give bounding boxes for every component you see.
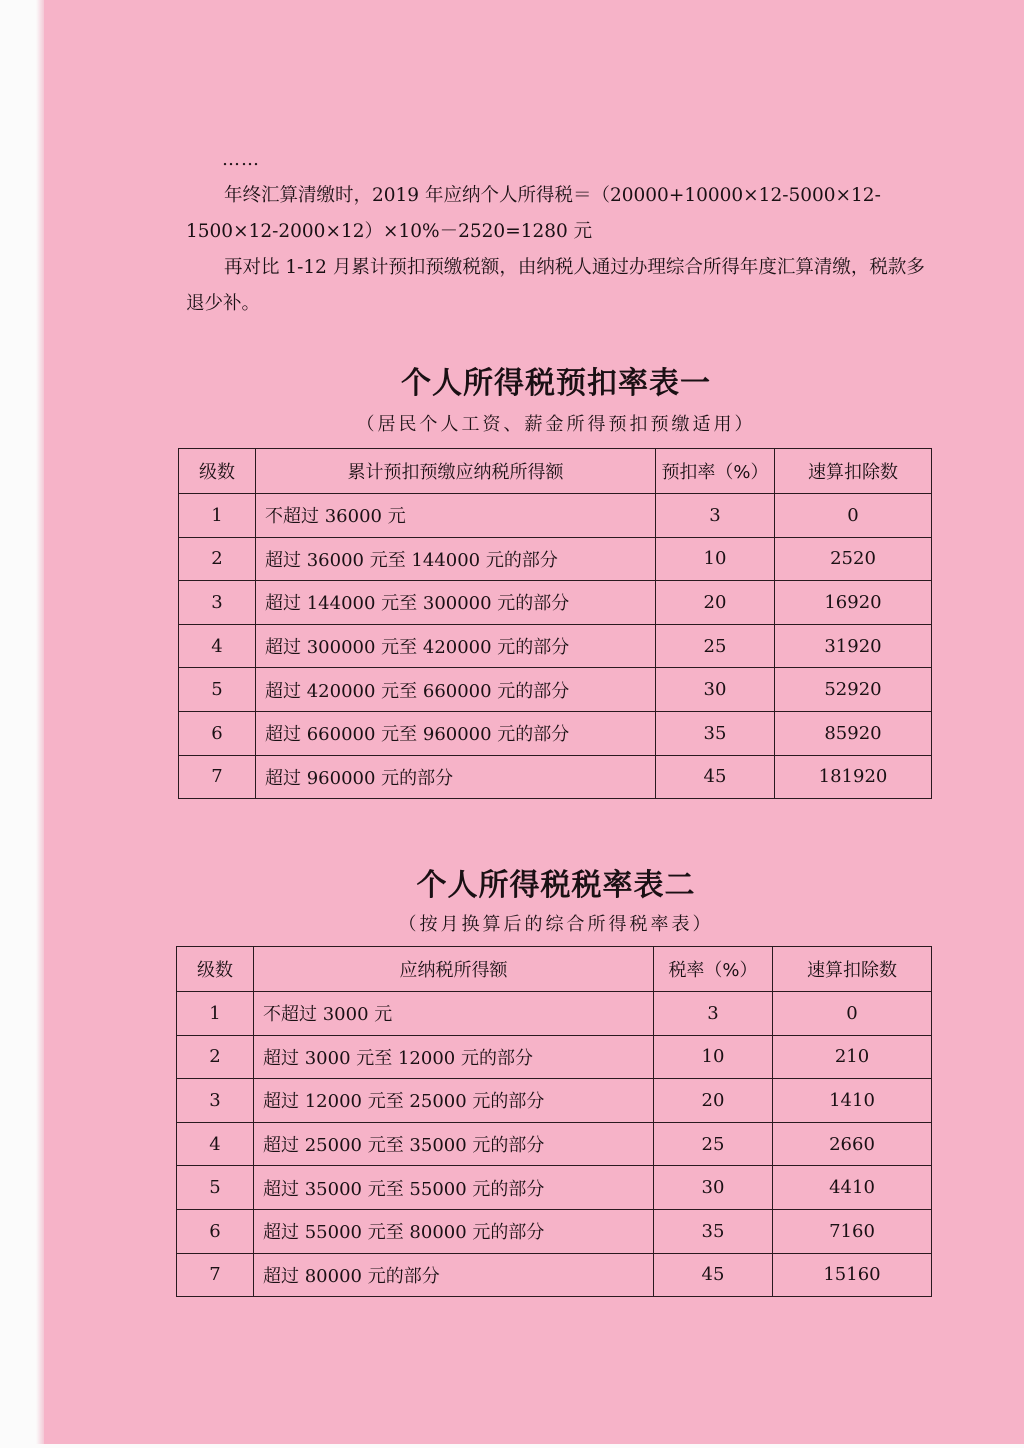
cell-range: 超过 960000 元的部分 bbox=[256, 755, 656, 799]
table-row bbox=[179, 494, 932, 538]
settlement-paragraph: 年终汇算清缴时，2019 年应纳个人所得税＝（20000+10000×12-5000×12-1500×12-2000×12）×10%－2520=1280 元 bbox=[186, 185, 881, 242]
cell-deduction: 15160 bbox=[773, 1253, 932, 1297]
cell-rate: 3 bbox=[654, 992, 773, 1036]
cell-range: 超过 660000 元至 960000 元的部分 bbox=[256, 711, 656, 755]
header-range: 累计预扣预缴应纳税所得额 bbox=[256, 449, 656, 494]
table-row bbox=[177, 1253, 932, 1297]
table1-subtitle: （居民个人工资、薪金所得预扣预缴适用） bbox=[356, 414, 756, 435]
cell-range: 超过 25000 元至 35000 元的部分 bbox=[254, 1122, 654, 1166]
header-range: 应纳税所得额 bbox=[254, 947, 654, 992]
cell-deduction: 7160 bbox=[773, 1209, 932, 1253]
cell-rate: 20 bbox=[656, 581, 775, 625]
cell-range: 超过 144000 元至 300000 元的部分 bbox=[256, 581, 656, 625]
cell-deduction: 2660 bbox=[773, 1122, 932, 1166]
table-row bbox=[179, 537, 932, 581]
cell-rate: 25 bbox=[656, 624, 775, 668]
cell-rate: 20 bbox=[654, 1079, 773, 1123]
cell-rate: 35 bbox=[654, 1209, 773, 1253]
cell-deduction: 52920 bbox=[775, 668, 932, 712]
cell-range: 不超过 3000 元 bbox=[254, 992, 654, 1036]
table-row bbox=[179, 624, 932, 668]
cell-level: 2 bbox=[177, 1035, 254, 1079]
scan-page-edge-bottom bbox=[0, 1444, 1024, 1448]
cell-deduction: 0 bbox=[773, 992, 932, 1036]
cell-level: 5 bbox=[179, 668, 256, 712]
cell-level: 7 bbox=[177, 1253, 254, 1297]
table-row bbox=[177, 1166, 932, 1210]
refund-paragraph: 再对比 1-12 月累计预扣预缴税额，由纳税人通过办理综合所得年度汇算清缴，税款多退少补。 bbox=[186, 257, 925, 314]
cell-level: 7 bbox=[179, 755, 256, 799]
cell-range: 超过 35000 元至 55000 元的部分 bbox=[254, 1166, 654, 1210]
header-level: 级数 bbox=[179, 449, 256, 494]
header-rate: 税率（%） bbox=[654, 947, 773, 992]
cell-range: 超过 300000 元至 420000 元的部分 bbox=[256, 624, 656, 668]
cell-range: 不超过 36000 元 bbox=[256, 494, 656, 538]
cell-rate: 30 bbox=[656, 668, 775, 712]
table1-title: 个人所得税预扣率表一 bbox=[401, 366, 711, 401]
cell-range: 超过 3000 元至 12000 元的部分 bbox=[254, 1035, 654, 1079]
cell-rate: 35 bbox=[656, 711, 775, 755]
header-deduction: 速算扣除数 bbox=[775, 449, 932, 494]
cell-deduction: 31920 bbox=[775, 624, 932, 668]
header-rate: 预扣率（%） bbox=[656, 449, 775, 494]
cell-range: 超过 420000 元至 660000 元的部分 bbox=[256, 668, 656, 712]
cell-level: 6 bbox=[179, 711, 256, 755]
cell-level: 1 bbox=[177, 992, 254, 1036]
cell-deduction: 2520 bbox=[775, 537, 932, 581]
cell-level: 4 bbox=[177, 1122, 254, 1166]
cell-level: 6 bbox=[177, 1209, 254, 1253]
monthly-tax-rate-table bbox=[176, 946, 932, 1297]
table2-title: 个人所得税税率表二 bbox=[416, 868, 696, 903]
cell-deduction: 181920 bbox=[775, 755, 932, 799]
cell-level: 2 bbox=[179, 537, 256, 581]
ellipsis: …… bbox=[222, 149, 260, 170]
cell-level: 1 bbox=[179, 494, 256, 538]
table-row bbox=[177, 1035, 932, 1079]
cell-level: 3 bbox=[177, 1079, 254, 1123]
table-row bbox=[177, 1079, 932, 1123]
table-row bbox=[179, 668, 932, 712]
table-header-row bbox=[179, 449, 932, 494]
cell-level: 5 bbox=[177, 1166, 254, 1210]
cell-deduction: 1410 bbox=[773, 1079, 932, 1123]
cell-rate: 3 bbox=[656, 494, 775, 538]
cell-level: 4 bbox=[179, 624, 256, 668]
table-row bbox=[179, 711, 932, 755]
table-row bbox=[179, 581, 932, 625]
cell-rate: 10 bbox=[654, 1035, 773, 1079]
table-header-row bbox=[177, 947, 932, 992]
withholding-rate-table bbox=[178, 448, 932, 799]
cell-rate: 45 bbox=[654, 1253, 773, 1297]
cell-range: 超过 36000 元至 144000 元的部分 bbox=[256, 537, 656, 581]
cell-range: 超过 55000 元至 80000 元的部分 bbox=[254, 1209, 654, 1253]
header-deduction: 速算扣除数 bbox=[773, 947, 932, 992]
cell-rate: 10 bbox=[656, 537, 775, 581]
cell-deduction: 16920 bbox=[775, 581, 932, 625]
cell-rate: 45 bbox=[656, 755, 775, 799]
table-row bbox=[179, 755, 932, 799]
table-row bbox=[177, 992, 932, 1036]
header-level: 级数 bbox=[177, 947, 254, 992]
scan-page-edge bbox=[0, 0, 44, 1448]
cell-deduction: 210 bbox=[773, 1035, 932, 1079]
cell-deduction: 0 bbox=[775, 494, 932, 538]
cell-range: 超过 12000 元至 25000 元的部分 bbox=[254, 1079, 654, 1123]
cell-deduction: 85920 bbox=[775, 711, 932, 755]
cell-rate: 30 bbox=[654, 1166, 773, 1210]
cell-range: 超过 80000 元的部分 bbox=[254, 1253, 654, 1297]
table-row bbox=[177, 1209, 932, 1253]
cell-rate: 25 bbox=[654, 1122, 773, 1166]
cell-level: 3 bbox=[179, 581, 256, 625]
table-row bbox=[177, 1122, 932, 1166]
cell-deduction: 4410 bbox=[773, 1166, 932, 1210]
table2-subtitle: （按月换算后的综合所得税率表） bbox=[398, 914, 714, 935]
